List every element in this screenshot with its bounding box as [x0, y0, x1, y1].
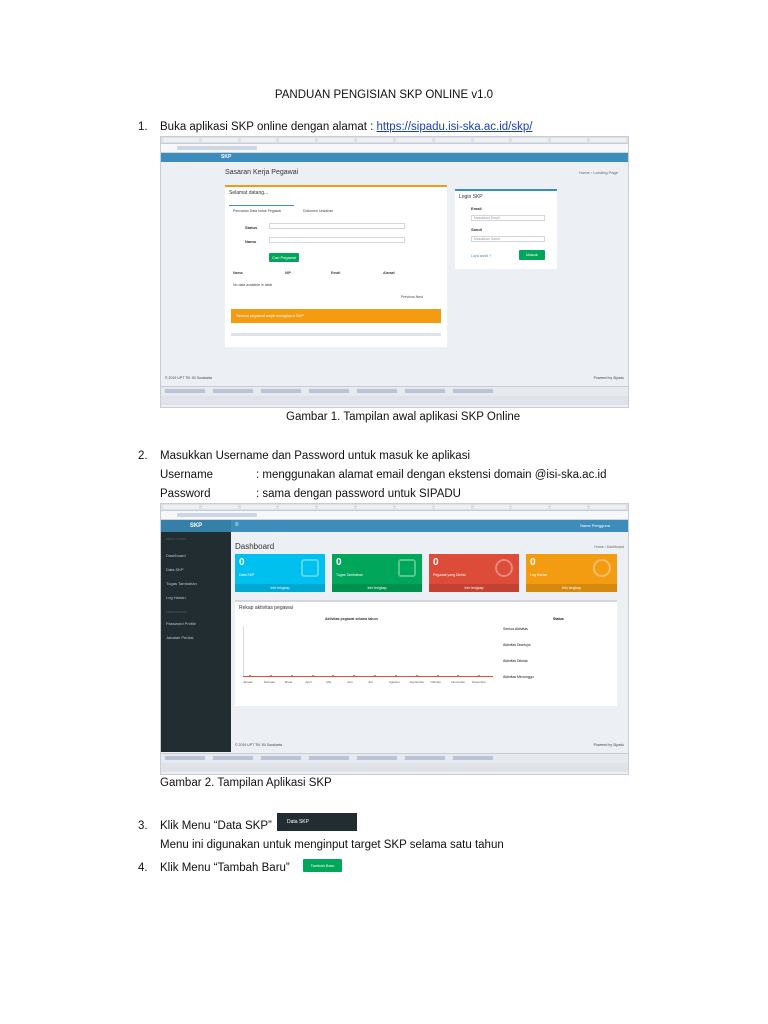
footer-right: Powered by Sipadu — [593, 743, 624, 747]
tab-pencarian[interactable]: Pencarian Data Induk Pegawai — [233, 209, 282, 213]
os-taskbar — [161, 396, 628, 405]
chart-point — [374, 675, 376, 677]
x-tick-label: April — [305, 680, 312, 684]
screenshot-skp-dashboard — [160, 503, 629, 775]
login-title: Login SKP — [459, 194, 483, 200]
password-label: Sandi — [471, 227, 482, 232]
password-label: Password — [160, 488, 211, 500]
check-icon — [593, 559, 611, 577]
step-2 — [138, 447, 470, 466]
info-box-log-harian — [526, 554, 617, 592]
nav-brand: SKP — [221, 154, 232, 160]
status-title: Status — [553, 617, 564, 621]
info-box-pegawai-dinilai — [429, 554, 519, 592]
warning-bar: Semua pegawai wajib menginput SKP — [231, 309, 441, 323]
chart-point — [291, 675, 293, 677]
forgot-password-link[interactable]: Lupa sandi ? — [471, 254, 492, 258]
step-1-text: Buka aplikasi SKP online dengan alamat : — [160, 121, 377, 133]
status-list — [503, 617, 611, 697]
data-skp-menu-sample[interactable]: Data SKP — [277, 813, 357, 831]
share-icon — [398, 559, 416, 577]
login-panel — [455, 189, 557, 269]
col-nip: NIP — [285, 271, 291, 275]
document-title: PANDUAN PENGISIAN SKP ONLINE v1.0 — [274, 89, 494, 101]
caption-2: Gambar 2. Tampilan Aplikasi SKP — [160, 777, 332, 789]
step-3 — [138, 817, 272, 836]
col-nama: Nama — [233, 271, 243, 275]
x-axis-labels — [243, 680, 493, 688]
sidebar-item-data-skp[interactable]: Data SKP — [166, 567, 184, 572]
chart-point — [312, 675, 314, 677]
envelope-icon — [301, 559, 319, 577]
chart-point — [416, 675, 418, 677]
panel-title: Selamat datang... — [229, 190, 269, 196]
step-3-text: Klik Menu “Data SKP” — [160, 820, 272, 832]
col-email: Email — [331, 271, 341, 275]
email-field[interactable]: Masukkan Email — [471, 215, 545, 221]
step-4-number: 4. — [138, 862, 148, 874]
top-navbar — [161, 520, 628, 532]
username-line — [160, 466, 606, 485]
horizontal-scrollbar[interactable] — [231, 333, 441, 336]
step-1-number: 1. — [138, 121, 148, 133]
user-name[interactable]: Nama Pengguna — [579, 523, 610, 528]
bicycle-icon — [495, 559, 513, 577]
chart-title: Aktivitas pegawai selama tahun — [325, 617, 378, 621]
box-label: Pegawai yang Dinilai — [433, 573, 466, 577]
status-item: Aktivitas Ditolak — [503, 659, 528, 663]
chart-point — [395, 675, 397, 677]
x-tick-label: Mei — [326, 680, 332, 684]
downloads-bar — [161, 753, 628, 763]
password-field[interactable]: Masukkan Sandi — [471, 236, 545, 242]
sidebar-item-password[interactable]: Password Profile — [166, 621, 197, 626]
activity-panel — [235, 600, 617, 706]
x-tick-label: Oktober — [430, 680, 442, 684]
screenshot-skp-landing — [160, 136, 629, 408]
top-navbar — [161, 153, 628, 162]
activity-panel-title: Rekap aktivitas pegawai — [239, 605, 293, 611]
box-value: 0 — [530, 557, 536, 568]
x-tick-label: Maret — [284, 680, 293, 684]
sidebar-item-jabatan[interactable]: Jabatan Penilai — [166, 635, 194, 640]
browser-address-bar — [161, 511, 628, 520]
page-heading: Sasaran Kerja Pegawai — [225, 169, 299, 176]
x-tick-label: Desember — [472, 680, 486, 684]
main-content — [231, 532, 628, 752]
box-value: 0 — [433, 557, 439, 568]
chart-point — [270, 675, 272, 677]
chart-point — [437, 675, 439, 677]
username-label: Username — [160, 469, 214, 481]
footer-right: Powered by Sipadu — [593, 376, 624, 380]
search-button[interactable]: Cari Pegawai — [269, 253, 299, 262]
app-logo[interactable]: SKP — [161, 520, 231, 532]
step-3-number: 3. — [138, 820, 148, 832]
username-desc: : menggunakan alamat email dengan ekstensi domain @isi-ska.ac.id — [256, 469, 607, 481]
step-2-number: 2. — [138, 450, 148, 462]
menu-toggle-icon[interactable]: ≡ — [235, 522, 239, 528]
footer-left: © 2019 UPT TIK ISI Surakarta — [165, 376, 212, 380]
step-4 — [138, 859, 290, 878]
x-tick-label: Juni — [347, 680, 353, 684]
empty-table-text: No data available in table — [233, 283, 273, 287]
sidebar-heading-settings: PENGATURAN — [166, 610, 187, 614]
status-label: Status — [245, 225, 258, 230]
skp-url-link[interactable]: https://sipadu.isi-ska.ac.id/skp/ — [376, 121, 533, 133]
chart-line — [243, 676, 493, 677]
caption-1: Gambar 1. Tampilan awal aplikasi SKP Online — [286, 411, 521, 423]
password-line — [160, 485, 461, 504]
x-tick-label: Februari — [263, 680, 275, 684]
status-item: Aktivitas Menunggu — [503, 675, 534, 679]
sidebar-heading-main: MENU UTAMA — [166, 537, 186, 541]
box-footer-link[interactable]: Info lengkap — [429, 584, 519, 592]
chart-point — [249, 675, 251, 677]
login-button[interactable]: Masuk — [519, 250, 545, 260]
page-title: Dashboard — [235, 542, 275, 551]
status-item: Aktivitas Disetujui — [503, 643, 531, 647]
box-label: Data SKP — [239, 573, 255, 577]
step-3-desc: Menu ini digunakan untuk menginput target SKP selama satu tahun — [160, 839, 504, 851]
sidebar-item-log-harian[interactable]: Log Harian — [166, 595, 186, 600]
nama-field[interactable] — [269, 237, 405, 243]
box-value: 0 — [239, 557, 245, 568]
password-desc: : sama dengan password untuk SIPADU — [256, 488, 461, 500]
col-alamat: Alamat — [383, 271, 395, 275]
box-label: Log Harian — [530, 573, 548, 577]
x-tick-label: Juli — [368, 680, 373, 684]
footer-left: © 2019 UPT TIK ISI Surakarta — [235, 743, 282, 747]
browser-tab-strip — [161, 504, 628, 511]
welcome-panel — [225, 185, 447, 347]
x-tick-label: November — [451, 680, 466, 684]
x-tick-label: Agustus — [388, 680, 400, 684]
box-value: 0 — [336, 557, 342, 568]
browser-tab-strip — [161, 137, 628, 144]
sidebar — [161, 532, 231, 752]
step-4-text: Klik Menu “Tambah Baru” — [160, 862, 290, 874]
tab-dokumen[interactable]: Dokumen Undahan — [303, 209, 334, 213]
browser-address-bar — [161, 144, 628, 153]
os-taskbar — [161, 763, 628, 772]
status-item: Semua Aktivitas — [503, 627, 528, 631]
email-label: Email — [471, 206, 482, 211]
tambah-baru-button-sample[interactable]: Tambah Baru — [303, 859, 342, 872]
box-label: Tugas Tambahan — [336, 573, 363, 577]
x-tick-label: Januari — [243, 680, 253, 684]
step-1 — [138, 118, 532, 137]
pager[interactable]: Previous Next — [401, 295, 423, 299]
box-footer-link[interactable]: Info lengkap — [526, 584, 617, 592]
x-tick-label: September — [409, 680, 425, 684]
step-2-text: Masukkan Username dan Password untuk masuk ke aplikasi — [160, 450, 471, 462]
status-field[interactable] — [269, 223, 405, 229]
info-box-tugas-tambahan — [332, 554, 422, 592]
sidebar-item-dashboard[interactable]: Dashboard — [166, 553, 186, 558]
downloads-bar — [161, 386, 628, 396]
sidebar-item-tugas-tambahan[interactable]: Tugas Tambahan — [166, 581, 197, 586]
nama-label: Nama — [245, 239, 256, 244]
box-footer-link[interactable]: Info lengkap — [332, 584, 422, 592]
info-box-data-skp — [235, 554, 325, 592]
breadcrumb: Home › Dashboard — [594, 545, 624, 549]
box-footer-link[interactable]: Info lengkap — [235, 584, 325, 592]
breadcrumb: Home › Landing Page — [579, 170, 618, 175]
